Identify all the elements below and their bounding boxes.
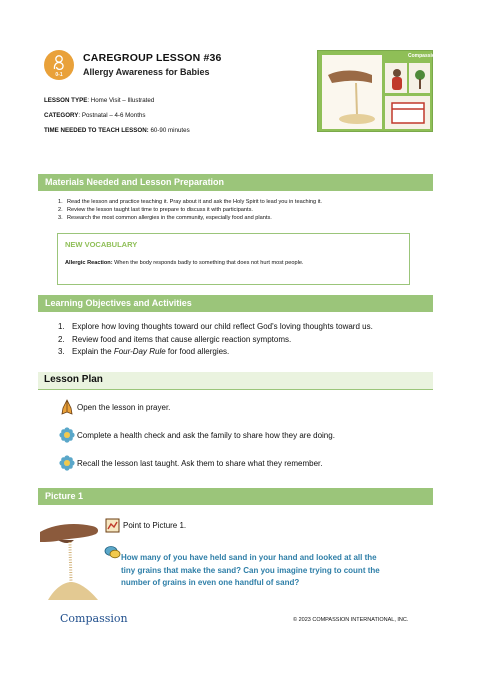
lesson-title: CAREGROUP LESSON #36 — [83, 52, 222, 64]
lesson-subtitle: Allergy Awareness for Babies — [83, 67, 210, 77]
plan-step-text: Complete a health check and ask the family to share how they are doing. — [77, 430, 335, 440]
point-to-picture-row — [105, 518, 186, 533]
point-to-picture-text: Point to Picture 1. — [123, 521, 187, 530]
objectives-list — [58, 321, 438, 359]
person-thumbnail-icon — [388, 67, 406, 91]
list-item: 2. Review food and items that cause allergic reaction symptoms. — [58, 334, 292, 344]
flower-icon — [59, 427, 75, 443]
praying-hands-icon — [59, 399, 75, 415]
age-group-logo — [44, 50, 74, 80]
list-item: 3. Research the most common allergies in the community, especially food and plants. — [58, 214, 272, 221]
flower-icon — [59, 455, 75, 471]
hand-pouring-sand-image — [40, 516, 102, 602]
section-header-materials: Materials Needed and Lesson Preparation — [38, 174, 433, 191]
vocabulary-title: NEW VOCABULARY — [65, 240, 138, 249]
compassion-logo: Compassion — [60, 612, 128, 625]
list-item: 2. Review the lesson taught last time to prepare to discuss it with participants. — [58, 206, 253, 213]
meta-lesson-type: LESSON TYPE: Home Visit – Illustrated — [44, 97, 155, 104]
list-item: 3. Explain the Four-Day Rule for food allergies. — [58, 347, 230, 356]
plan-step-text: Recall the lesson last taught. Ask them to share what they remember. — [77, 458, 323, 468]
picture-icon — [105, 518, 120, 533]
calendar-thumbnail-icon — [390, 101, 426, 125]
plan-step-recall — [59, 455, 322, 471]
vocabulary-definition: Allergic Reaction: When the body responds badly to something that does not hurt most people. — [65, 260, 304, 266]
baby-icon — [52, 54, 66, 71]
materials-list — [58, 199, 428, 222]
plan-step-health-check — [59, 427, 335, 443]
list-item: 1. Explore how loving thoughts toward our child reflect God's loving thoughts toward us. — [58, 322, 373, 331]
thumbnail-brand: Compassion — [408, 53, 439, 59]
plan-step-prayer — [59, 399, 170, 415]
copyright-notice: © 2023 COMPASSION INTERNATIONAL, INC. — [293, 617, 409, 623]
list-item: 1. Read the lesson and practice teaching it. Pray about it and ask the Holy Spirit to lead you in teaching it. — [58, 199, 322, 205]
meta-time-needed: TIME NEEDED TO TEACH LESSON: 60-90 minutes — [44, 127, 190, 134]
discussion-icon — [104, 545, 121, 560]
plan-step-text: Open the lesson in prayer. — [77, 402, 171, 412]
new-vocabulary-box — [57, 233, 410, 285]
lesson-pictures-thumbnail — [317, 50, 439, 132]
meta-category: CATEGORY: Postnatal – 4-6 Months — [44, 112, 146, 119]
section-header-picture-1: Picture 1 — [38, 488, 433, 505]
age-group-label: 0-1 — [55, 72, 63, 78]
hand-with-sand-thumbnail-icon — [326, 65, 382, 125]
discussion-question: How many of you have held sand in your hand and looked at all the tiny grains that make the sand? Can you imagine trying to count the number of grains in even one handful of sand? — [121, 553, 380, 587]
plant-thumbnail-icon — [412, 67, 428, 91]
section-header-objectives: Learning Objectives and Activities — [38, 295, 433, 312]
section-header-lesson-plan: Lesson Plan — [38, 372, 433, 390]
